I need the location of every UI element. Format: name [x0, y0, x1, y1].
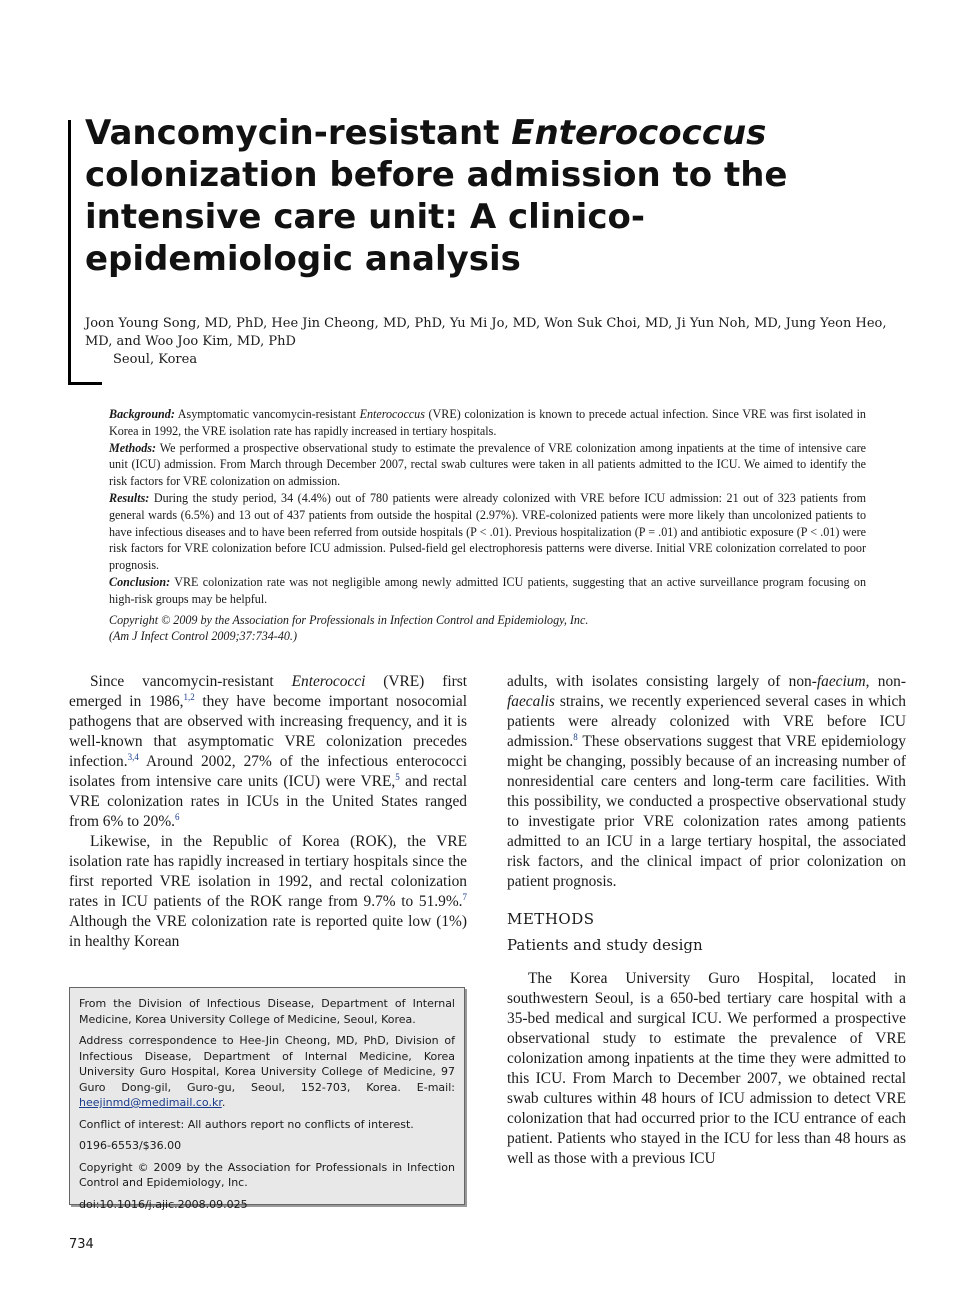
abstract-results: Results: During the study period, 34 (4.4%) out of 780 patients were already colonized with VRE before ICU admission: 21 out of 323 patients from general wards (6.5%) and 13 out of 437 patients from outside the hospital (2.97%). VRE-colonized patients were more likely than uncolonized patients to have infectious diseases and to have been referred from outside hospitals (P < .01). Previous hospitalization (P = .01) and antibiotic exposure (P < .01) were risk factors for VRE colonization before ICU admission. Pulsed-field gel electrophoresis patterns were diverse. Initial VRE colonization correlated to poor prognosis.: [109, 490, 866, 573]
abstract-background: Background: Asymptomatic vancomycin-resistant Enterococcus (VRE) colonization is known to precede actual infection. Since VRE was first isolated in Korea in 1992, the VRE isolation rate has rapidly increased in tertiary hospitals.: [109, 407, 866, 438]
authors: Joon Young Song, MD, PhD, Hee Jin Cheong, MD, PhD, Yu Mi Jo, MD, Won Suk Choi, MD, Ji Yun Noh, MD, Jung Yeon Heo, MD, and Woo Joo Kim, MD, PhD: [85, 316, 887, 349]
reference-link[interactable]: 8: [573, 731, 578, 742]
body-column-left: [69, 672, 467, 952]
abstract-methods: Methods: We performed a prospective observational study to estimate the prevalence of VRE colonization among inpatients at the time of intensive care unit (ICU) admission. From March through December 2007, rectal swab cultures were taken in all patients admitted to the ICU. We aimed to identify the risk factors for VRE colonization on admission.: [109, 440, 866, 489]
article-info-box: [69, 987, 465, 1211]
title-bracket: [68, 120, 71, 385]
correspondence: Address correspondence to Hee-Jin Cheong, MD, PhD, Division of Infectious Disease, Department of Internal Medicine, Korea University Guro Hospital, Korea University College of Medicine, 97 Guro Dong-gil, Guro-gu, Seoul, 152-703, Korea. E-mail: heejinmd@medimail.co.kr.: [79, 1034, 455, 1109]
title-bracket-foot: [68, 382, 102, 385]
reference-link[interactable]: 6: [175, 811, 180, 822]
abstract-citation: (Am J Infect Control 2009;37:734-40.): [109, 629, 297, 644]
reference-link[interactable]: 1,2: [183, 691, 195, 702]
author-list: [85, 315, 895, 369]
page-number: 734: [69, 1237, 94, 1252]
affiliation: From the Division of Infectious Disease, Department of Internal Medicine, Korea University College of Medicine, Seoul, Korea.: [79, 997, 455, 1026]
body-paragraph: Since vancomycin-resistant Enterococci (VRE) first emerged in 1986,$^{1,2}$ they have become important nosocomial pathogens that are observed with increasing frequency, and it is well-known that asymptomatic VRE colonization precedes infection.$^{3,4}$ Around 2002, 27% of the infectious enterococci isolates from intensive care units (ICU) were VRE,$^5$ and rectal VRE colonization rates in ICUs in the United States ranged from 6% to 20%.$^6$: [69, 673, 468, 830]
issn: 0196-6553/$36.00: [79, 1139, 182, 1152]
reference-link[interactable]: 5: [395, 771, 400, 782]
body-paragraph: The Korea University Guro Hospital, located in southwestern Seoul, is a 650-bed tertiary care hospital with a 35-bed medical and surgical ICU. We performed a prospective observational study to estimate the prevalence of VRE colonization among inpatients at the time they were admitted to this ICU. From March to December 2007, we obtained rectal swab cultures within 48 hours of ICU admission to detect VRE colonization that had occurred prior to the ICU entrance of each patient. Patients who stayed in the ICU for less than 48 hours as well as those with a previous ICU: [507, 970, 906, 1167]
location: Seoul, Korea: [113, 352, 198, 367]
article-title: Vancomycin-resistant Enterococcus colonization before admission to the intensive care unit: A clinico-epidemiologic analysis: [85, 113, 788, 279]
doi[interactable]: doi:10.1016/j.ajic.2008.09.025: [79, 1197, 248, 1211]
reference-link[interactable]: 3,4: [127, 751, 139, 762]
reference-link[interactable]: 7: [462, 891, 467, 902]
conflict-statement: Conflict of interest: All authors report no conflicts of interest.: [79, 1117, 414, 1131]
abstract-conclusion: Conclusion: VRE colonization rate was not negligible among newly admitted ICU patients, suggesting that an active surveillance program focusing on high-risk groups may be helpful.: [109, 574, 866, 606]
subsection-heading: Patients and study design: [507, 936, 703, 954]
email-link[interactable]: heejinmd@medimail.co.kr: [79, 1096, 222, 1109]
body-paragraph: Likewise, in the Republic of Korea (ROK), the VRE isolation rate has rapidly increased in tertiary hospitals since the first reported VRE isolation in 1992, and rectal colonization rates in ICU patients of the ROK range from 9.7% to 51.9%.$^7$ Although the VRE colonization rate is reported quite low (1%) in healthy Korean: [69, 833, 467, 950]
abstract: [109, 406, 866, 645]
body-paragraph: adults, with isolates consisting largely of non-faecium, non-faecalis strains, we recently experienced several cases in which patients were already colonized with VRE before ICU admission.$^8$ These observations suggest that VRE epidemiology might be changing, possibly because of an increasing number of nonresidential care centers and long-term care facilities. With this possibility, we conducted a prospective observational study to investigate prior VRE colonization rates among patients admitted to an ICU in a large tertiary hospital, the associated risk factors, and the clinical impact of prior colonization on patient prognosis.: [507, 673, 906, 890]
body-column-right: [507, 672, 906, 1169]
info-copyright: Copyright © 2009 by the Association for Professionals in Infection Control and Epidemiology, Inc.: [79, 1160, 455, 1189]
section-heading-methods: METHODS: [507, 910, 595, 928]
abstract-copyright: Copyright © 2009 by the Association for Professionals in Infection Control and Epidemiology, Inc.: [109, 612, 589, 627]
